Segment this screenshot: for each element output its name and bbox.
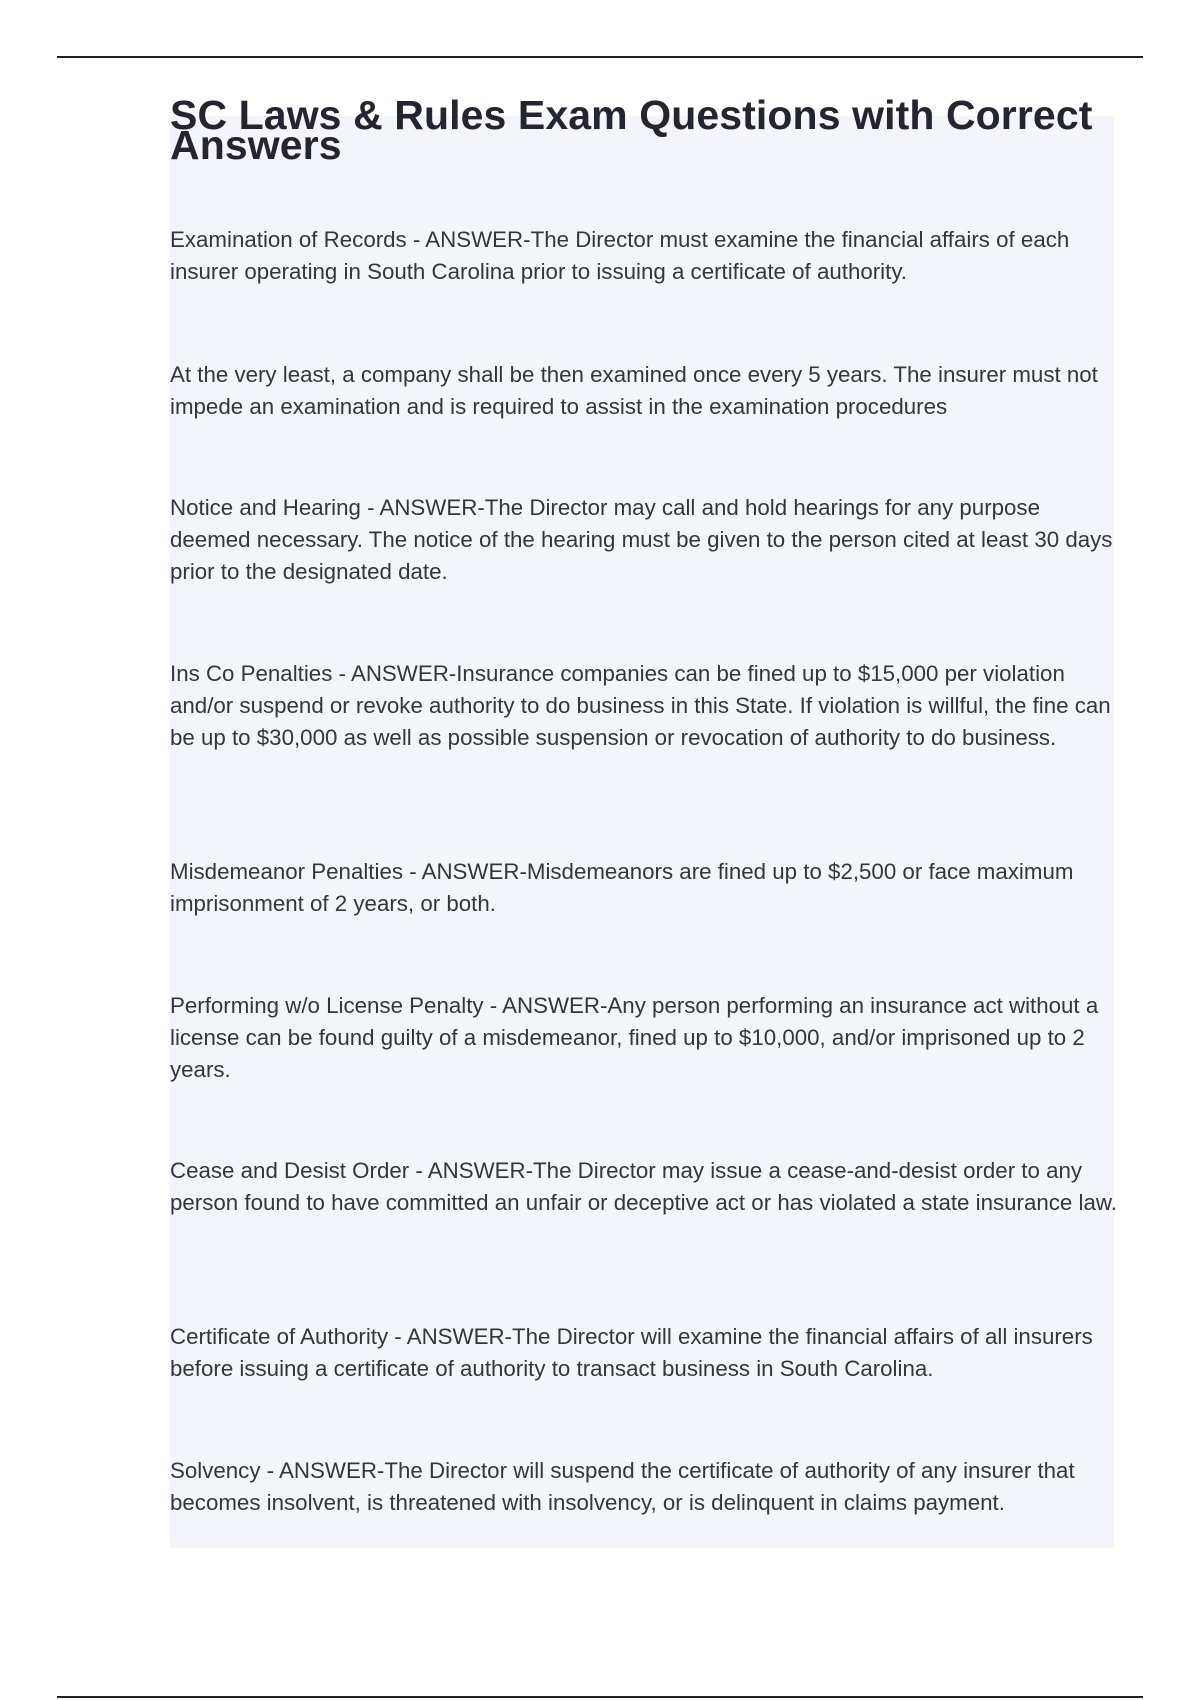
entry-solvency: Solvency - ANSWER-The Director will suspend the certificate of authority of any insurer that becomes insolvent, is threatened with insolvency, or is delinquent in claims payment.	[170, 1458, 1075, 1515]
entry-performing-without-license: Performing w/o License Penalty - ANSWER-Any person performing an insurance act without a license can be found guilty of a misdemeanor, fined up to $10,000, and/or imprisoned up to 2 years.	[170, 993, 1099, 1082]
entry-certificate-of-authority: Certificate of Authority - ANSWER-The Director will examine the financial affairs of all insurers before issuing a certificate of authority to transact business in South Carolina.	[170, 1324, 1093, 1381]
document-title: SC Laws & Rules Exam Questions with Correct Answers	[170, 92, 1093, 168]
bottom-rule	[57, 1696, 1143, 1698]
top-rule	[57, 56, 1143, 58]
entry-examination-of-records: Examination of Records - ANSWER-The Director must examine the financial affairs of each insurer operating in South Carolina prior to issuing a certificate of authority.	[170, 227, 1070, 284]
entry-misdemeanor-penalties: Misdemeanor Penalties - ANSWER-Misdemeanors are fined up to $2,500 or face maximum imprisonment of 2 years, or both.	[170, 859, 1074, 916]
entry-ins-co-penalties: Ins Co Penalties - ANSWER-Insurance companies can be fined up to $15,000 per violation and/or suspend or revoke authority to do business in this State. If violation is willful, the fine can be up to $30,000 as well as possible suspension or revocation of authority to do business.	[170, 661, 1111, 750]
entry-notice-and-hearing: Notice and Hearing - ANSWER-The Director may call and hold hearings for any purpose deemed necessary. The notice of the hearing must be given to the person cited at least 30 days prior to the designated date.	[170, 495, 1113, 584]
entry-examination-frequency: At the very least, a company shall be then examined once every 5 years. The insurer must not impede an examination and is required to assist in the examination procedures	[170, 362, 1098, 419]
entry-cease-and-desist: Cease and Desist Order - ANSWER-The Director may issue a cease-and-desist order to any person found to have committed an unfair or deceptive act or has violated a state insurance law.	[170, 1158, 1117, 1215]
